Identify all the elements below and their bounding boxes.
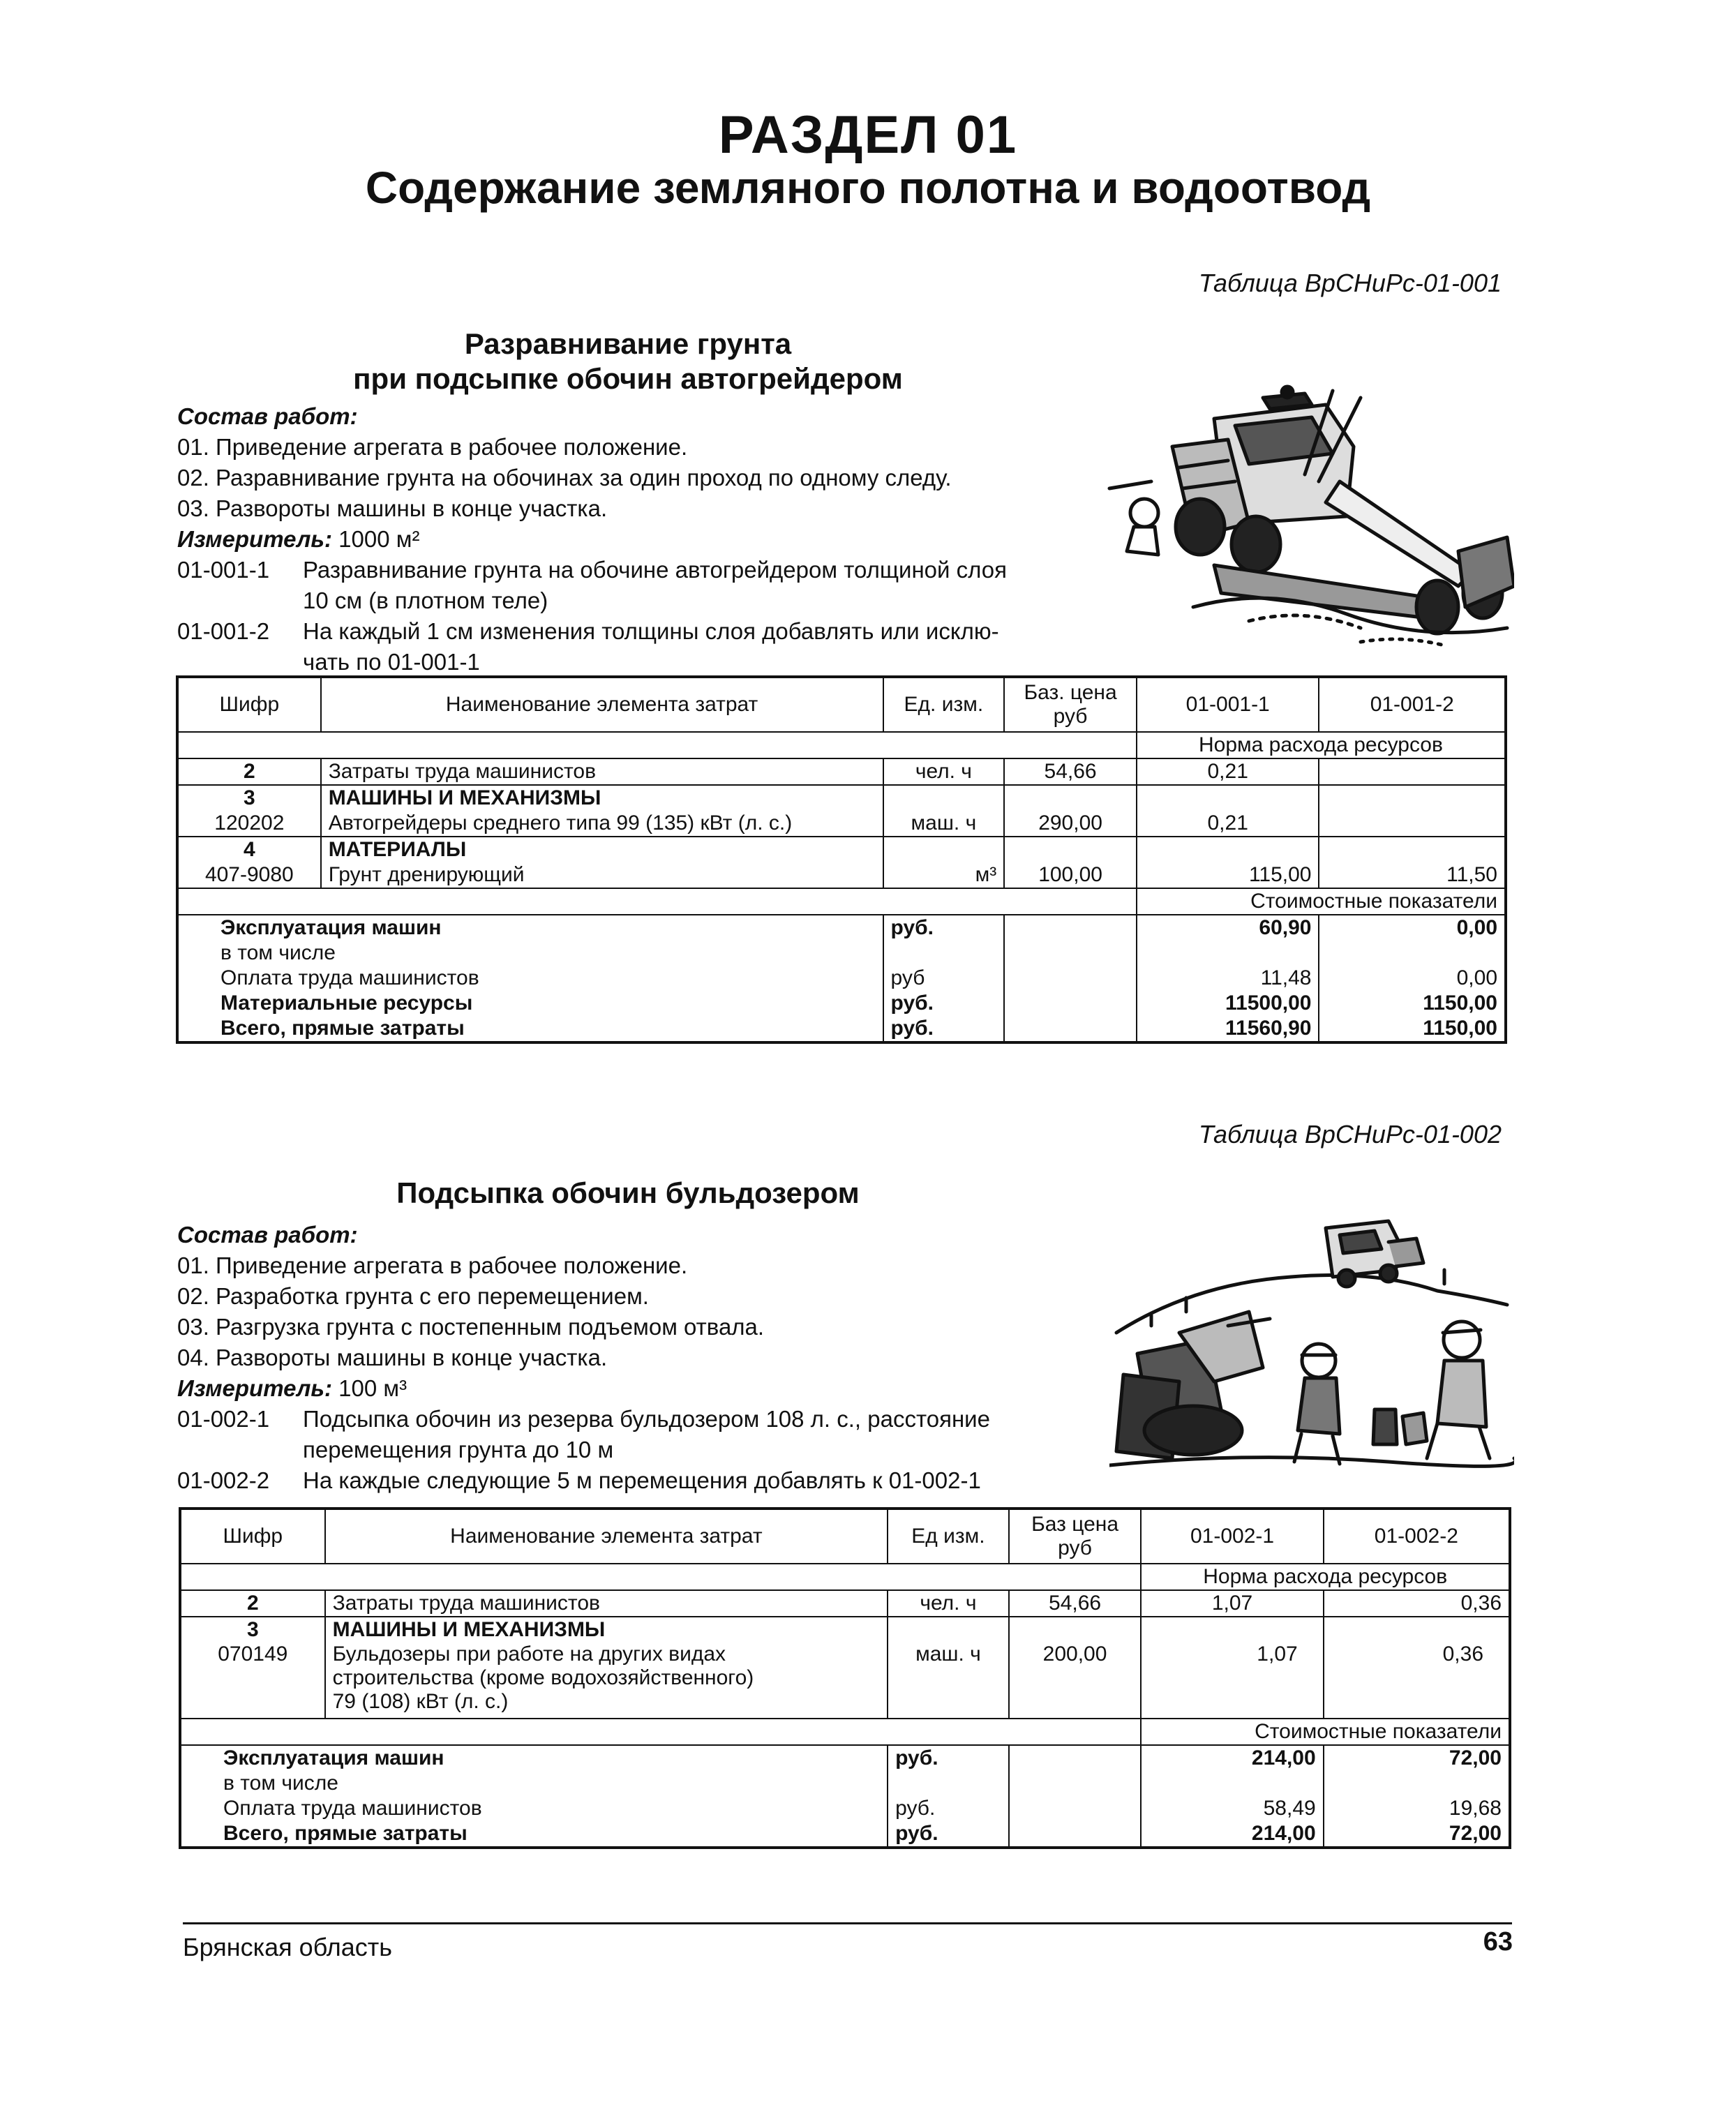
summary-row (177, 915, 1506, 941)
table-row (180, 1643, 1510, 1719)
t1-s0-v1: 60,90 (1137, 915, 1319, 941)
t1-s4-v1: 11560,90 (1137, 1016, 1319, 1042)
block2-item-1-code: 01-002-1 (177, 1406, 270, 1432)
t2-s1-name: в том числе (180, 1771, 888, 1796)
summary-row (180, 1771, 1510, 1796)
footer-divider (183, 1922, 1512, 1924)
t1-r2-code: 120202 (177, 811, 321, 837)
motor-grader-illustration (1095, 377, 1514, 656)
block1-title (174, 327, 1082, 396)
t1-s2-v1: 11,48 (1137, 966, 1319, 991)
t2-r0-name: Затраты труда машинистов (325, 1590, 888, 1617)
t1-r2-name: Автогрейдеры среднего типа 99 (135) кВт (л. с.) (321, 811, 883, 837)
table-2-header-row (180, 1509, 1510, 1564)
table-row (180, 1564, 1510, 1590)
summary-row (180, 1745, 1510, 1771)
t2-h-col2: 01-002-2 (1324, 1509, 1510, 1564)
t2-h-col1: 01-002-1 (1141, 1509, 1323, 1564)
t1-s2-v2: 0,00 (1319, 966, 1506, 991)
t1-r3-name: МАТЕРИАЛЫ (321, 837, 883, 862)
t2-r2-unit: маш. ч (888, 1643, 1009, 1719)
block1-item-2-text2: чать по 01-001-1 (303, 649, 480, 675)
t2-r2-code: 070149 (180, 1643, 325, 1719)
t1-s0-v2: 0,00 (1319, 915, 1506, 941)
table-1 (176, 675, 1507, 1044)
t1-r4-code: 407-9080 (177, 862, 321, 888)
t2-s3-v1: 214,00 (1141, 1821, 1323, 1848)
t1-h-name: Наименование элемента затрат (321, 677, 883, 732)
t1-norm-label: Норма расхода ресурсов (1137, 732, 1506, 758)
section-subtitle: Содержание земляного полотна и водоотвод (365, 163, 1371, 213)
t1-r0-v1: 0,21 (1137, 758, 1319, 785)
t1-s3-v2: 1150,00 (1319, 991, 1506, 1016)
block2-works-label: Состав работ: (177, 1222, 358, 1248)
t1-s4-v2: 1150,00 (1319, 1016, 1506, 1042)
t1-s1-name: в том числе (177, 941, 883, 966)
t1-cost-label: Стоимостные показатели (1137, 888, 1506, 915)
t2-s2-v2: 19,68 (1324, 1796, 1510, 1821)
block2-measure (177, 1373, 990, 1404)
t1-r4-v1: 115,00 (1137, 862, 1319, 888)
t2-r2-name: Бульдозеры при работе на других видах строительства (кроме водохозяйственного) 79 (108) кВт (л. с.) (325, 1643, 888, 1719)
block1-work-2: 02. Разравнивание грунта на обочинах за один проход по одному следу. (177, 465, 952, 491)
t1-r2-v1: 0,21 (1137, 811, 1319, 837)
t1-h-code: Шифр (177, 677, 321, 732)
t2-r0-v2: 0,36 (1324, 1590, 1510, 1617)
t2-r0-v1: 1,07 (1141, 1590, 1323, 1617)
t1-s0-name: Эксплуатация машин (177, 915, 883, 941)
table-row (177, 837, 1506, 862)
t2-s0-v1: 214,00 (1141, 1745, 1323, 1771)
block1-title-line2: при подсыпке обочин автогрейдером (353, 362, 903, 395)
t2-s3-unit: руб. (888, 1821, 1009, 1848)
t1-s0-unit: руб. (883, 915, 1005, 941)
block1-item-2 (177, 616, 1007, 647)
summary-row (177, 991, 1506, 1016)
block1-item-2-code: 01-001-2 (177, 618, 270, 644)
t1-r4-name: Грунт дренирующий (321, 862, 883, 888)
t1-r2-unit: маш. ч (883, 811, 1005, 837)
t2-cost-label: Стоимостные показатели (1141, 1719, 1510, 1745)
t1-r0-unit: чел. ч (883, 758, 1005, 785)
block1-work-1: 01. Приведение агрегата в рабочее положение. (177, 434, 688, 460)
t2-s3-v2: 72,00 (1324, 1821, 1510, 1848)
t1-r2-price: 290,00 (1004, 811, 1137, 837)
t2-s0-name: Эксплуатация машин (180, 1745, 888, 1771)
block1-work-3: 03. Развороты машины в конце участка. (177, 495, 608, 521)
page-number: 63 (1483, 1927, 1513, 1956)
t2-r1-name: МАШИНЫ И МЕХАНИЗМЫ (325, 1617, 888, 1643)
table-row (177, 758, 1506, 785)
block2-work-4: 04. Развороты машины в конце участка. (177, 1345, 608, 1370)
t1-r0-name: Затраты труда машинистов (321, 758, 883, 785)
block1-item-1-code: 01-001-1 (177, 557, 270, 583)
table-row (180, 1719, 1510, 1745)
block2-item-2-text1: На каждые следующие 5 м перемещения добавлять к 01-002-1 (303, 1467, 981, 1493)
block2-title: Подсыпка обочин бульдозером (396, 1176, 860, 1209)
t1-h-col1: 01-001-1 (1137, 677, 1319, 732)
block2-measure-label: Измеритель: (177, 1375, 332, 1401)
block1-item-2-text1: На каждый 1 см изменения толщины слоя добавлять или исклю- (303, 618, 999, 644)
block1-description (177, 401, 1007, 678)
table-ref-1: Таблица ВрСНиРс-01-001 (1198, 269, 1502, 297)
t1-r2-v2 (1319, 811, 1506, 837)
t1-r4-v2: 11,50 (1319, 862, 1506, 888)
footer-region: Брянская область (183, 1933, 392, 1961)
table-2 (179, 1507, 1511, 1849)
table-row (180, 1590, 1510, 1617)
table-1-header-row (177, 677, 1506, 732)
table-row (177, 862, 1506, 888)
section-title: РАЗДЕЛ 01 (718, 105, 1018, 165)
summary-row (177, 1016, 1506, 1042)
t2-h-name: Наименование элемента затрат (325, 1509, 888, 1564)
summary-row (177, 941, 1506, 966)
t1-r1-code: 3 (177, 785, 321, 811)
t2-r0-unit: чел. ч (888, 1590, 1009, 1617)
block1-item-1-text1: Разравнивание грунта на обочине автогрейдером толщиной слоя (303, 557, 1007, 583)
t2-h-code: Шифр (180, 1509, 325, 1564)
block2-work-2: 02. Разработка грунта с его перемещением. (177, 1283, 649, 1309)
t1-h-price: Баз. цена руб (1004, 677, 1137, 732)
t1-r0-v2 (1319, 758, 1506, 785)
table-row (177, 888, 1506, 915)
t2-r0-code: 2 (180, 1590, 325, 1617)
t1-s3-v1: 11500,00 (1137, 991, 1319, 1016)
block2-description (177, 1220, 990, 1496)
t2-s2-name: Оплата труда машинистов (180, 1796, 888, 1821)
t1-s2-unit: руб (883, 966, 1005, 991)
t1-s3-unit: руб. (883, 991, 1005, 1016)
block1-works-label: Состав работ: (177, 403, 358, 429)
t1-h-unit: Ед. изм. (883, 677, 1005, 732)
block2-work-3: 03. Разгрузка грунта с постепенным подъемом отвала. (177, 1314, 765, 1340)
block1-item-1-text2: 10 см (в плотном теле) (303, 588, 548, 613)
t1-r0-code: 2 (177, 758, 321, 785)
bulldozer-workers-illustration (1109, 1200, 1514, 1479)
block1-item-1 (177, 555, 1007, 585)
block1-measure-value: 1000 м² (338, 526, 420, 552)
t2-norm-label: Норма расхода ресурсов (1141, 1564, 1510, 1590)
t1-s3-name: Материальные ресурсы (177, 991, 883, 1016)
block2-item-1-text2: перемещения грунта до 10 м (303, 1437, 614, 1462)
t1-r4-price: 100,00 (1004, 862, 1137, 888)
block2-item-1-text1: Подсыпка обочин из резерва бульдозером 108 л. с., расстояние (303, 1406, 990, 1432)
table-row (177, 732, 1506, 758)
table-row (177, 811, 1506, 837)
summary-row (180, 1821, 1510, 1848)
t2-r2-price: 200,00 (1009, 1643, 1142, 1719)
t1-r4-unit: м³ (883, 862, 1005, 888)
t1-r3-code: 4 (177, 837, 321, 862)
block2-item-2-code: 01-002-2 (177, 1467, 270, 1493)
t1-s4-unit: руб. (883, 1016, 1005, 1042)
block2-measure-value: 100 м³ (338, 1375, 407, 1401)
table-ref-2: Таблица ВрСНиРс-01-002 (1198, 1120, 1502, 1148)
block1-measure (177, 524, 1007, 555)
t1-r1-name: МАШИНЫ И МЕХАНИЗМЫ (321, 785, 883, 811)
t2-r2-v1: 1,07 (1141, 1643, 1323, 1719)
t2-r0-price: 54,66 (1009, 1590, 1142, 1617)
t2-s2-v1: 58,49 (1141, 1796, 1323, 1821)
t1-s4-name: Всего, прямые затраты (177, 1016, 883, 1042)
t2-h-price: Баз цена руб (1009, 1509, 1142, 1564)
table-row (177, 785, 1506, 811)
table-row (180, 1617, 1510, 1643)
t2-s2-unit: руб. (888, 1796, 1009, 1821)
block2-item-1 (177, 1404, 990, 1435)
t2-s0-unit: руб. (888, 1745, 1009, 1771)
t1-h-col2: 01-001-2 (1319, 677, 1506, 732)
t2-h-unit: Ед изм. (888, 1509, 1009, 1564)
t1-s2-name: Оплата труда машинистов (177, 966, 883, 991)
t2-s3-name: Всего, прямые затраты (180, 1821, 888, 1848)
block2-item-2 (177, 1465, 990, 1496)
t1-r0-price: 54,66 (1004, 758, 1137, 785)
t2-r1-code: 3 (180, 1617, 325, 1643)
t2-s0-v2: 72,00 (1324, 1745, 1510, 1771)
t2-r2-v2: 0,36 (1324, 1643, 1510, 1719)
summary-row (180, 1796, 1510, 1821)
block1-measure-label: Измеритель: (177, 526, 332, 552)
summary-row (177, 966, 1506, 991)
block1-title-line1: Разравнивание грунта (464, 327, 792, 360)
block2-work-1: 01. Приведение агрегата в рабочее положение. (177, 1252, 688, 1278)
